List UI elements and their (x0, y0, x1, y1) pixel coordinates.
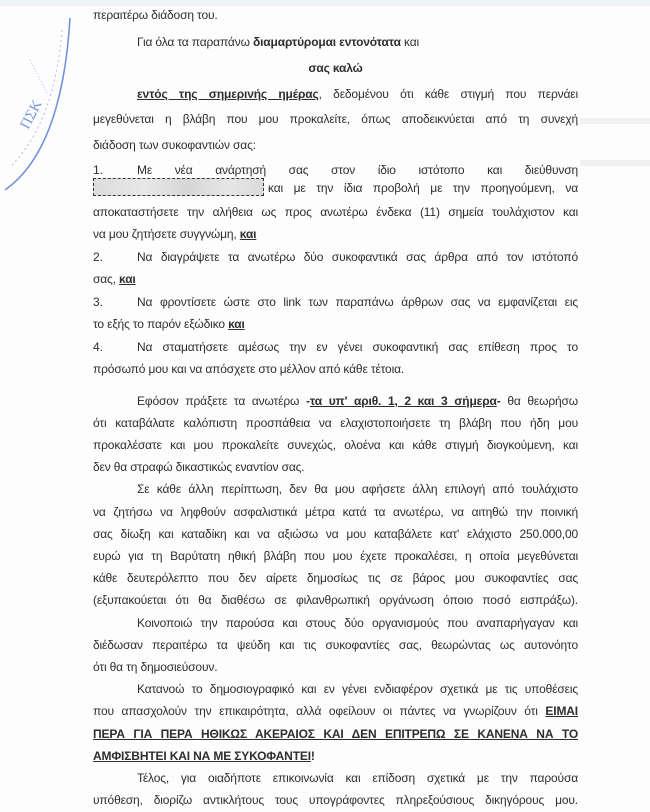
text-segment: Τέλος, για οιαδήποτε επικοινωνία και επίδοση σχετικά με την παρούσα (137, 770, 578, 785)
text-line (93, 415, 578, 432)
text-line (93, 659, 578, 676)
text-line (93, 137, 578, 154)
text-segment: πρόσωπό μου και να απόσχετε στο μέλλον από κάθε τέτοια. (93, 361, 405, 376)
text-segment: Κοινοποιώ την παρούσα και στους δύο οργανισμούς που αναπαρήγαγαν και (137, 615, 578, 630)
text-segment: και με την ίδια προβολή με την προηγούμενη, να (268, 180, 578, 195)
text-line (268, 180, 578, 197)
list-number: 1. (93, 162, 104, 177)
text-segment: που απασχολούν την επικαιρότητα, αλλά οφείλουν οι πάντες να γνωρίζουν ότι (93, 704, 546, 719)
text-line (137, 481, 578, 498)
text-line (93, 111, 578, 128)
text-segment: διάδοση των συκοφαντιών σας: (93, 137, 256, 152)
text-segment: περαιτέρω διάδοση του. (93, 7, 218, 22)
text-segment: ευρώ για τη Βαρύτατη ηθική βλάβη που μου έχετε προκαλέσει, η οποία μεγεθύνεται (93, 548, 578, 563)
svg-text:ΠΣΚ: ΠΣΚ (17, 97, 46, 132)
text-segment: ότι θα τη δημοσιεύσουν. (93, 659, 218, 674)
text-segment: κάθε δευτερόλεπτο που δεν αίρετε δημοσίως τις σε βάρος μου συκοφαντίες σας (93, 571, 578, 586)
text-segment: προκαλέσατε και μου προκαλείτε συνεχώς, ολοένα και κάθε στιγμή διογκούμενη, και (93, 437, 578, 452)
emphasis-text: και (119, 271, 136, 286)
list-number: 4. (93, 339, 104, 354)
text-line (93, 271, 578, 288)
text-line (93, 526, 578, 543)
text-line (93, 459, 578, 476)
text-segment: (εξυπακούεται ότι θα διαθέσω σε φιλανθρωπική οργάνωση όποιο ποσό εισπράξω). (93, 593, 578, 608)
text-segment: διέδωσαν περαιτέρω τα ψεύδη και τις συκοφαντίες σας, θεωρώντας ως αυτονόητο (93, 637, 578, 652)
text-line (93, 204, 578, 221)
text-line (93, 504, 578, 521)
bleed-through-mark (580, 160, 650, 166)
text-segment: Για όλα τα παραπάνω (137, 34, 253, 49)
text-segment: Με νέα ανάρτησή σας στον ίδιο ιστότοπο και διεύθυνση (137, 162, 578, 177)
official-stamp-icon (0, 0, 90, 200)
text-line (137, 162, 578, 179)
bold-text: διαμαρτύρομαι εντονότατα (252, 34, 401, 49)
text-segment: μεγεθύνεται η βλάβη που μου προκαλείτε, όπως αποδεικνύεται από τη συνεχή (93, 111, 578, 126)
emphasis-text: ΠΕΡΑ ΓΙΑ ΠΕΡΑ ΗΘΙΚΩΣ ΑΚΕΡΑΙΟΣ ΚΑΙ ΔΕΝ ΕΠΙΤΡΕΠΩ ΣΕ ΚΑΝΕΝΑ ΝΑ ΤΟ (93, 726, 578, 741)
text-line (93, 437, 578, 454)
text-line (137, 393, 578, 410)
emphasis-text: ΑΜΦΙΣΒΗΤΕΙ ΚΑΙ ΝΑ ΜΕ ΣΥΚΟΦΑΝΤΕΙ (93, 748, 311, 763)
text-line (137, 339, 578, 356)
bleed-through-mark (580, 118, 650, 124)
text-line (93, 792, 578, 809)
text-line (93, 570, 578, 587)
bold-text: σας καλώ (308, 60, 363, 75)
text-line (137, 681, 578, 698)
list-number: 2. (93, 249, 104, 264)
text-line (93, 316, 578, 333)
text-line (93, 703, 578, 720)
text-line (93, 60, 578, 77)
bold-text: - (306, 393, 310, 408)
bold-text: ! (310, 748, 315, 763)
text-line (137, 770, 578, 787)
text-line (137, 34, 578, 51)
text-segment: θα θεωρήσω (500, 393, 578, 408)
text-segment: σας, (93, 271, 120, 286)
scan-top-band (0, 0, 650, 6)
emphasis-text: τα υπ' αριθ. 1, 2 και 3 σήμερα (309, 393, 497, 408)
text-segment: Κατανοώ το δημοσιογραφικό και εν γένει ενδιαφέρον σχετικά με τις υποθέσεις (137, 682, 578, 697)
text-line (93, 7, 578, 24)
text-segment: να μου ζητήσετε συγγνώμη, (93, 226, 240, 241)
text-line (93, 548, 578, 565)
text-line (137, 294, 578, 311)
text-line (93, 637, 578, 654)
text-segment: το εξής το παρόν εξώδικο (93, 316, 229, 331)
text-segment: Σε κάθε άλλη περίπτωση, δεν θα μου αφήσετε άλλη επιλογή από τουλάχιστο (137, 482, 578, 497)
text-segment: δεν θα στραφώ δικαστικώς εναντίον σας. (93, 460, 305, 475)
text-line (93, 361, 578, 378)
text-line (137, 86, 578, 103)
text-segment: αποκαταστήσετε την αλήθεια ως προς ανωτέρω ένδεκα (11) σημεία τουλάχιστον και (93, 204, 578, 219)
list-number: 3. (93, 294, 104, 309)
text-segment: , δεδομένου ότι κάθε στιγμή που περνάει (318, 86, 578, 101)
emphasis-text: εντός της σημερινής ημέρας (137, 86, 319, 101)
text-line (93, 726, 578, 743)
text-segment: και (400, 34, 420, 49)
emphasis-text: και (228, 316, 245, 331)
redacted-url (93, 178, 264, 196)
emphasis-text: και (239, 226, 257, 241)
text-segment: σας δίωξη και καταδίκη και να αξιώσω να μου καταβάλετε κατ' ελάχιστο 250.000,00 (93, 526, 578, 541)
text-segment: Να διαγράψετε τα ανωτέρω δύο συκοφαντικά σας άρθρα από τον ιστότοπό (137, 249, 578, 264)
text-segment: Να σταματήσετε αμέσως την εν γένει συκοφαντική σας επίθεση προς το (137, 339, 578, 354)
text-segment: Να φροντίσετε ώστε στο link των παραπάνω άρθρων σας να εμφανίζεται εις (137, 294, 578, 309)
text-line (137, 249, 578, 266)
text-line (137, 615, 578, 632)
text-segment: Εφόσον πράξετε τα ανωτέρω (137, 393, 306, 408)
text-segment: υπόθεση, διορίζω αντικλήτους τους υπογράφοντες πληρεξούσιους δικηγόρους μου. (93, 793, 578, 808)
emphasis-text: ΕΙΜΑΙ (545, 704, 578, 719)
bold-text: - (496, 393, 501, 408)
text-segment: ότι καταβάλατε καλόπιστη προσπάθεια να ελαχιστοποιήσετε τη βλάβη που ήδη μου (93, 415, 578, 430)
text-line (93, 226, 578, 243)
text-line (93, 748, 578, 765)
text-line (93, 592, 578, 609)
text-segment: να ζητήσω να ληφθούν ασφαλιστικά μέτρα κατά τα ανωτέρω, να αιτηθώ την ποινική (93, 504, 578, 519)
